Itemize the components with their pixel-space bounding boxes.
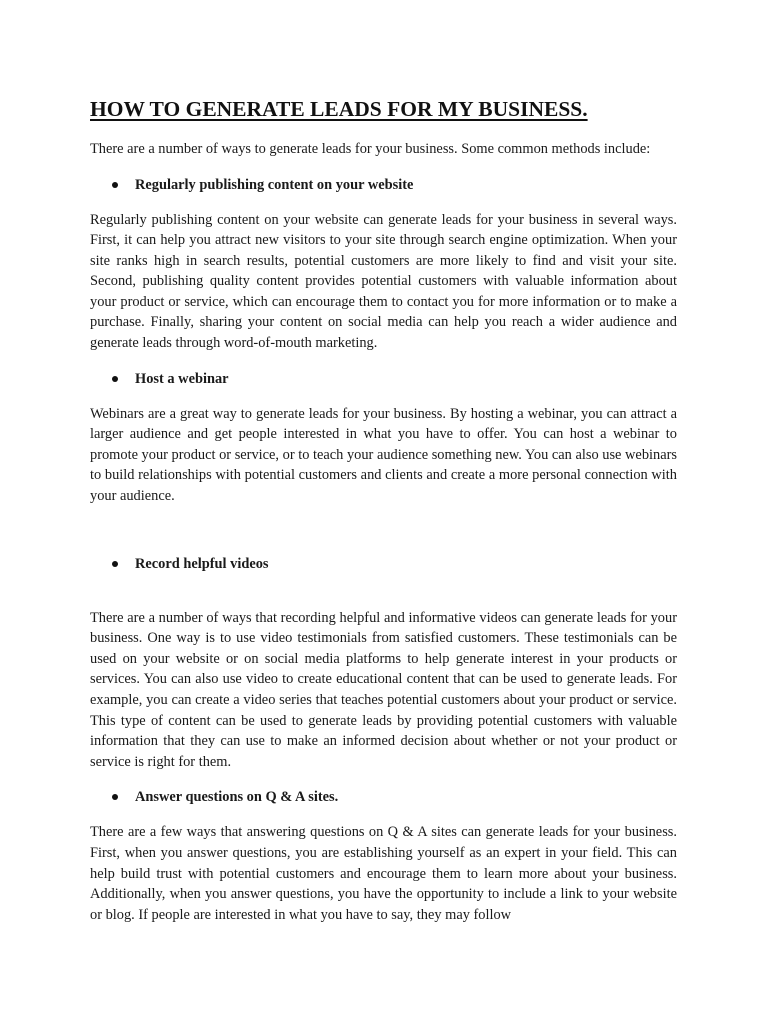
bullet-heading-webinar <box>90 369 677 389</box>
bullet-icon <box>112 376 118 382</box>
bullet-heading-text: Answer questions on Q & A sites. <box>135 789 339 806</box>
intro-paragraph: There are a number of ways to generate leads for your business. Some common methods include: <box>90 141 651 157</box>
bullet-heading-publishing <box>90 175 677 195</box>
bullet-icon <box>112 561 118 567</box>
document-page <box>90 96 677 940</box>
bullet-heading-qa <box>90 787 677 807</box>
section-paragraph-videos: There are a number of ways that recording helpful and informative videos can generate leads for your business. One way is to use video testimonials from satisfied customers. These testimonials can be used on your website or on social media platforms to help generate interest in your products or services. You can also use video to create educational content that can be used to generate leads. For example, you can create a video series that teaches potential customers about your product or service. This type of content can be used to generate leads by providing potential customers with valuable information that they can use to make an informed decision about whether or not your product or service is right for them. <box>90 609 677 770</box>
section-paragraph-publishing: Regularly publishing content on your website can generate leads for your business in several ways. First, it can help you attract new visitors to your site through search engine optimization. When your site ranks high in search results, potential customers are more likely to find and visit your site. Second, publishing quality content provides potential customers with valuable information about your product or service, which can encourage them to contact you for more information or to make a purchase. Finally, sharing your content on social media can help you reach a wider audience and generate leads through word-of-mouth marketing. <box>90 211 677 352</box>
bullet-icon <box>112 794 118 800</box>
bullet-heading-text: Regularly publishing content on your website <box>135 176 414 193</box>
bullet-heading-text: Record helpful videos <box>135 555 269 572</box>
section-paragraph-webinar: Webinars are a great way to generate leads for your business. By hosting a webinar, you can attract a larger audience and get people interested in what you have to offer. You can host a webinar to promote your product or service, or to teach your audience something new. You can also use webinars to build relationships with potential customers and clients and create a more personal connection with your audience. <box>90 405 677 505</box>
page-title: HOW TO GENERATE LEADS FOR MY BUSINESS. <box>90 97 588 121</box>
bullet-icon <box>112 182 118 188</box>
bullet-heading-text: Host a webinar <box>135 370 229 387</box>
section-paragraph-qa: There are a few ways that answering questions on Q & A sites can generate leads for your business. First, when you answer questions, you are establishing yourself as an expert in your field. This can help build trust with potential customers and encourage them to learn more about your business. Additionally, when you answer questions, you have the opportunity to include a link to your website or blog. If people are interested in what you have to say, they may follow <box>90 824 677 923</box>
bullet-heading-videos <box>90 554 677 574</box>
